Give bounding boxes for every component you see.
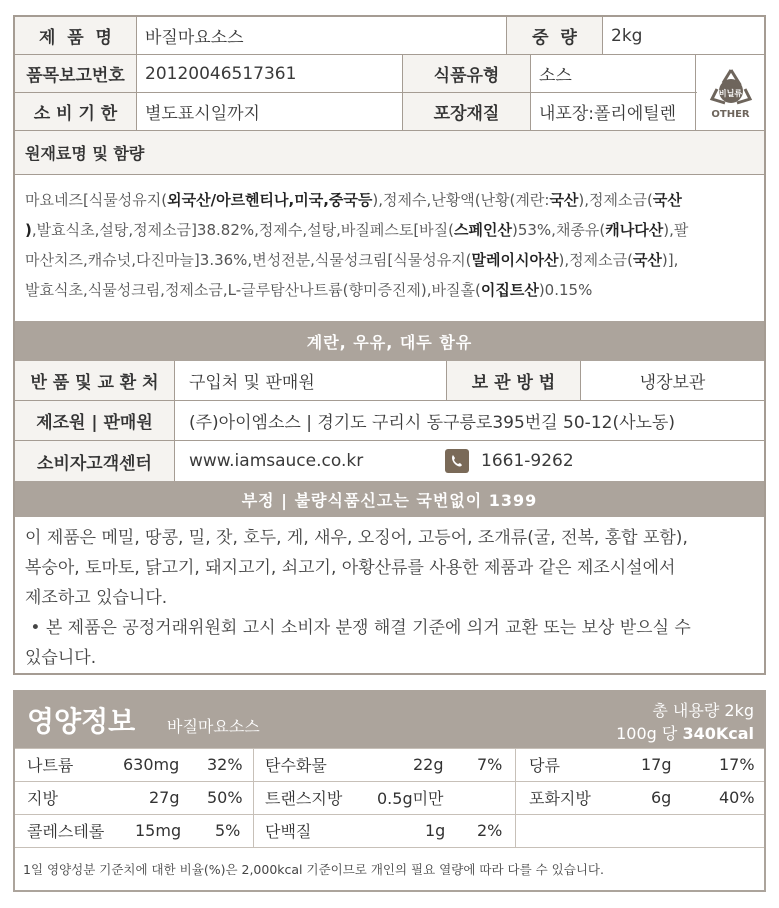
row-name	[15, 17, 764, 55]
weight-value: 2kg	[611, 25, 643, 46]
maker-value: (주)아이엠소스 | 경기도 구리시 동구릉로395번길 50-12(사노동)	[189, 413, 675, 433]
trans-fat-label: 트랜스지방	[265, 789, 343, 808]
saturated-fat-label: 포화지방	[529, 789, 591, 808]
sodium-percent: 32%	[207, 755, 243, 774]
row-return	[15, 361, 764, 401]
nutrition-per: 100g 당 340Kcal	[616, 724, 754, 743]
allergy-line-3: 제조하고 있습니다.	[25, 588, 168, 608]
allergen-band: 계란, 우유, 대두 함유	[15, 321, 764, 361]
storage-label: 보 관 방 법	[447, 361, 581, 400]
allergy-line-1: 이 제품은 메밀, 땅콩, 밀, 잣, 호두, 게, 새우, 오징어, 고등어, 조개류(굴, 전복, 홍합 포함),	[25, 528, 688, 548]
protein-amount: 1g	[425, 821, 446, 840]
allergy-notice	[15, 517, 764, 673]
pack-value: 내포장:폴리에틸렌	[531, 93, 696, 130]
sodium-amount: 630mg	[123, 755, 180, 774]
nutrition-box	[13, 690, 766, 892]
nutrition-title: 영양정보	[27, 705, 136, 738]
protein-label: 단백질	[265, 822, 312, 841]
ingredients-line-2: ),발효식초,설탕,정제소금]38.82%,정제수,설탕,바질페스토[바질(스페인산)53%,채종유(캐나다산),팔	[25, 221, 689, 239]
cs-label: 소비자고객센터	[15, 441, 175, 481]
product-info-box	[13, 15, 766, 675]
fat-percent: 50%	[207, 788, 243, 807]
sugar-label: 당류	[529, 756, 560, 775]
recycle-other-text: OTHER	[711, 108, 750, 120]
name-label: 제 품 명	[15, 17, 137, 54]
return-label: 반 품 및 교 환 처	[15, 361, 175, 400]
cholesterol-label: 콜레스테롤	[27, 822, 105, 841]
cholesterol-amount: 15mg	[135, 821, 182, 840]
ingredients-line-1: 마요네즈[식물성유지(외국산/아르헨티나,미국,중국등),정제수,난황액(난황(계란:국산),정제소금(국산	[25, 191, 682, 209]
nutrition-header	[15, 692, 764, 748]
ingredients-title-row	[15, 131, 764, 175]
sugar-percent: 17%	[719, 755, 755, 774]
website-link[interactable]: www.iamsauce.co.kr	[189, 451, 364, 471]
product-name: 바질마요소스	[137, 17, 507, 54]
nutrition-footnote: 1일 영양성분 기준치에 대한 비율(%)은 2,000kcal 기준이므로 개인의 필요 열량에 따라 다를 수 있습니다.	[23, 862, 604, 877]
allergy-line-2: 복숭아, 토마토, 닭고기, 돼지고기, 쇠고기, 아황산류를 사용한 제품과 같은 제조시설에서	[25, 558, 676, 578]
phone-number[interactable]: 1661-9262	[481, 451, 574, 471]
fat-amount: 27g	[149, 788, 180, 807]
report-label: 품목보고번호	[15, 55, 137, 92]
carbohydrate-label: 탄수화물	[265, 756, 327, 775]
storage-value: 냉장보관	[639, 373, 706, 393]
phone-icon	[445, 449, 469, 473]
pack-label: 포장재질	[403, 93, 531, 130]
trans-fat-amount: 0.5g미만	[377, 789, 444, 808]
expiry-label: 소 비 기 한	[15, 93, 137, 130]
nutrition-total: 총 내용량 2kg	[652, 701, 754, 720]
ingredients-line-3: 마산치즈,캐슈넛,다진마늘]3.36%,변성전분,식물성크림[식물성유지(말레이시아산),정제소금(국산)],	[25, 251, 679, 269]
fat-label: 지방	[27, 789, 58, 808]
ingredients-line-4: 발효식초,식물성크림,정제소금,L-글루탐산나트륨(향미증진제),바질홀(이집트산)0.15%	[25, 281, 593, 299]
report-band: 부정 | 불량식품신고는 국번없이 1399	[15, 481, 764, 517]
carbohydrate-amount: 22g	[413, 755, 444, 774]
sodium-label: 나트륨	[27, 756, 74, 775]
saturated-fat-amount: 6g	[651, 788, 672, 807]
type-label: 식품유형	[403, 55, 531, 92]
row-maker	[15, 401, 764, 441]
ingredients-title: 원재료명 및 함량	[25, 144, 145, 163]
saturated-fat-percent: 40%	[719, 788, 755, 807]
cholesterol-percent: 5%	[215, 821, 241, 840]
weight-label: 중 량	[507, 17, 603, 54]
recycle-vinyl-text: 비닐류	[718, 89, 743, 98]
recycle-vinyl-icon	[697, 56, 764, 130]
protein-percent: 2%	[477, 821, 503, 840]
report-number: 20120046517361	[137, 55, 403, 92]
type-value: 소스	[531, 55, 696, 92]
maker-label: 제조원 | 판매원	[15, 401, 175, 440]
sugar-amount: 17g	[641, 755, 672, 774]
return-value: 구입처 및 판매원	[175, 361, 447, 400]
carbohydrate-percent: 7%	[477, 755, 503, 774]
row-customer-service	[15, 441, 764, 481]
expiry-value: 별도표시일까지	[137, 93, 403, 130]
ingredients-text	[15, 175, 764, 321]
row-report	[15, 55, 764, 93]
nutrition-product: 바질마요소스	[167, 717, 260, 736]
row-expiry	[15, 93, 764, 131]
allergy-line-5: 있습니다.	[25, 648, 97, 668]
allergy-line-4: • 본 제품은 공정거래위원회 고시 소비자 분쟁 해결 기준에 의거 교환 또는 보상 받으실 수	[25, 618, 691, 638]
